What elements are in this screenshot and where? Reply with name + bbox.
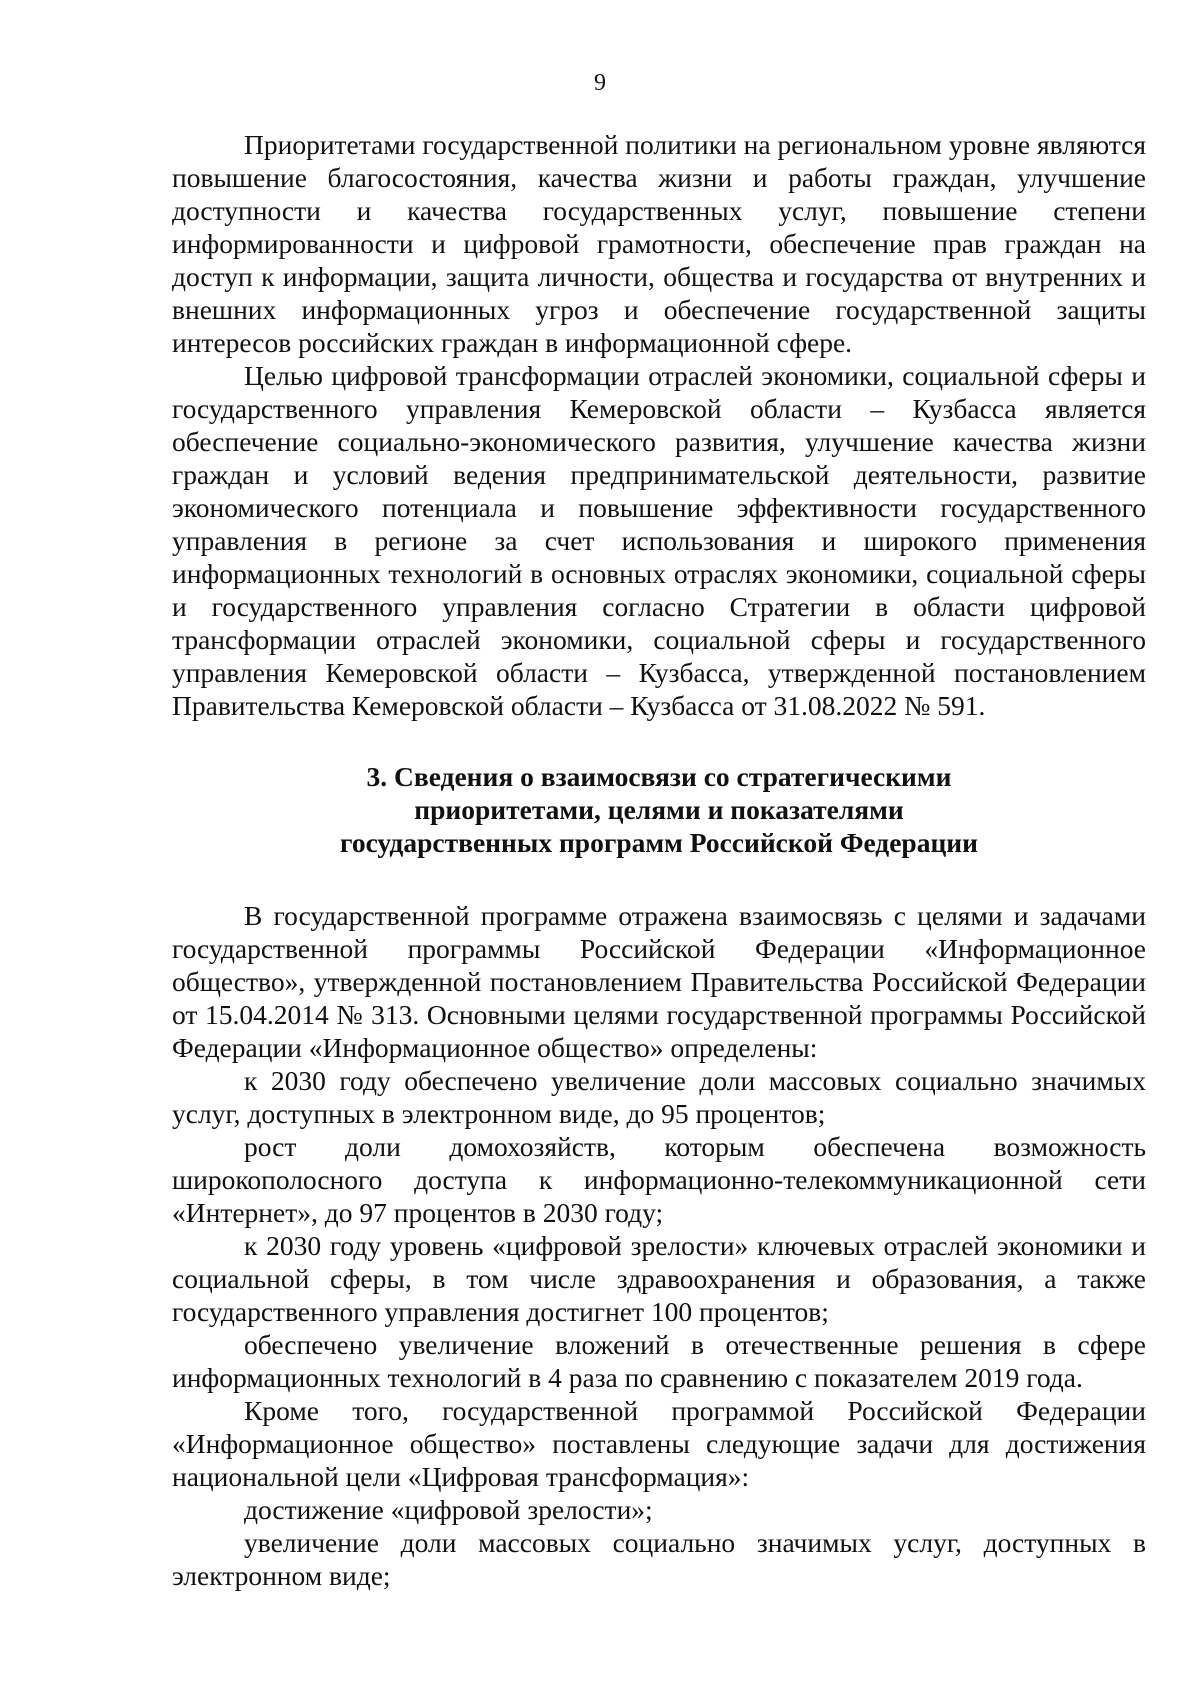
list-item-task-services: увеличение доли массовых социально значимых услуг, доступных в электронном виде; <box>172 1527 1146 1591</box>
paragraph-priorities: Приоритетами государственной политики на региональном уровне являются повышение благосостояния, качества жизни и работы граждан, улучшение доступности и качества государственных услуг, повышение степени информированности и цифровой грамотности, обеспечение прав граждан на доступ к информации, защита личности, общества и государства от внутренних и внешних информационных угроз и обеспечение государственной защиты интересов российских граждан в информационной сфере. <box>172 129 1146 358</box>
section-heading-line-1: 3. Сведения о взаимосвязи со стратегическими <box>366 761 952 792</box>
section-heading-line-3: государственных программ Российской Федерации <box>340 827 978 858</box>
paragraph-digital-transformation-goal: Целью цифровой трансформации отраслей экономики, социальной сферы и государственного управления Кемеровской области – Кузбасса является обеспечение социально-экономического развития, улучшение качества жизни граждан и условий ведения предпринимательской деятельности, развитие экономического потенциала и повышение эффективности государственного управления в регионе за счет использования и широкого применения информационных технологий в основных отраслях экономики, социальной сферы и государственного управления согласно Стратегии в области цифровой трансформации отраслей экономики, социальной сферы и государственного управления Кемеровской области – Кузбасса, утвержденной постановлением Правительства Кемеровской области – Кузбасса от 31.08.2022 № 591. <box>172 360 1146 721</box>
page-number: 9 <box>594 70 606 96</box>
list-item-goal-digital-maturity: к 2030 году уровень «цифровой зрелости» ключевых отраслей экономики и социальной сферы, в том числе здравоохранения и образования, а также государственного управления достигнет 100 процентов; <box>172 1230 1146 1327</box>
paragraph-tasks-intro: Кроме того, государственной программой Российской Федерации «Информационное общество» поставлены следующие задачи для достижения национальной цели «Цифровая трансформация»: <box>172 1395 1146 1492</box>
section-heading-line-2: приоритетами, целями и показателями <box>414 794 904 825</box>
document-body <box>172 128 1146 1592</box>
list-item-goal-services: к 2030 году обеспечено увеличение доли массовых социально значимых услуг, доступных в электронном виде, до 95 процентов; <box>172 1065 1146 1129</box>
list-item-task-digital-maturity: достижение «цифровой зрелости»; <box>244 1494 653 1525</box>
paragraph-program-relation: В государственной программе отражена взаимосвязь с целями и задачами государственной программы Российской Федерации «Информационное общество», утвержденной постановлением Правительства Российской Федерации от 15.04.2014 № 313. Основными целями государственной программы Российской Федерации «Информационное общество» определены: <box>172 900 1146 1063</box>
section-heading <box>172 722 1146 899</box>
list-item-goal-broadband: рост доли домохозяйств, которым обеспечена возможность широкополосного доступа к информационно-телекоммуникационной сети «Интернет», до 97 процентов в 2030 году; <box>172 1131 1146 1228</box>
list-item-goal-investments: обеспечено увеличение вложений в отечественные решения в сфере информационных технологий в 4 раза по сравнению с показателем 2019 года. <box>172 1329 1146 1393</box>
